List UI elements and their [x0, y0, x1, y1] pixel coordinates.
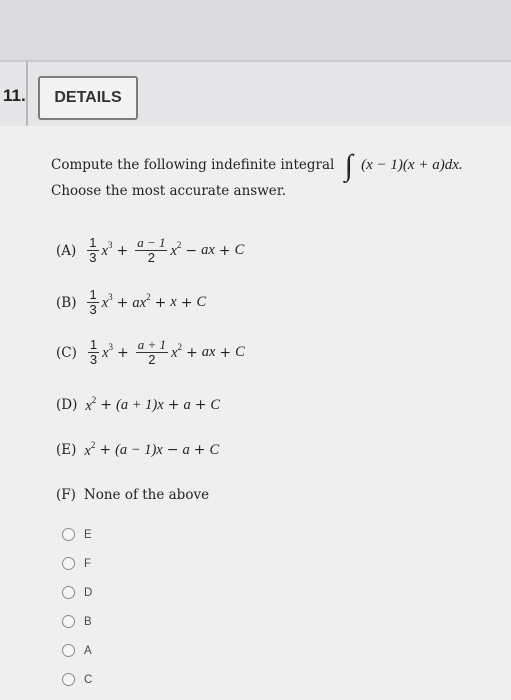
term: ax — [201, 242, 215, 258]
term: C — [196, 294, 207, 310]
term: a — [182, 441, 190, 458]
radio-button[interactable] — [62, 673, 75, 686]
term: $x^2$ — [84, 440, 96, 459]
top-band — [0, 0, 511, 62]
fraction: $\frac{a + 1}{2}$ — [137, 337, 167, 367]
option-b — [56, 288, 206, 317]
answer-label: C — [84, 673, 93, 686]
term: a — [183, 396, 191, 413]
option-c — [56, 338, 245, 367]
term: C — [209, 441, 220, 458]
operator: − — [166, 442, 179, 459]
radio-button[interactable] — [62, 586, 75, 599]
answer-choice-a[interactable] — [62, 644, 92, 657]
answer-label: B — [84, 615, 92, 628]
option-e — [56, 441, 219, 460]
question-number: 11. — [3, 86, 26, 105]
term: $x^3$ — [101, 240, 113, 259]
option-a — [56, 236, 244, 265]
term: $x^2$ — [171, 342, 182, 361]
operator: + — [193, 442, 206, 459]
option-label: (F) — [56, 487, 76, 503]
term: C — [210, 396, 221, 413]
option-d — [56, 396, 220, 415]
term: (a + 1)x — [116, 396, 164, 413]
answer-label: E — [84, 528, 92, 541]
radio-button[interactable] — [62, 557, 75, 570]
fraction: $\frac{1}{3}$ — [89, 287, 97, 317]
term: $x^2$ — [85, 395, 97, 414]
term: ax — [201, 344, 216, 360]
radio-button[interactable] — [62, 644, 75, 657]
operator: + — [100, 397, 113, 414]
term: x — [170, 294, 177, 310]
answer-choice-c[interactable] — [62, 673, 92, 686]
header-divider — [26, 62, 28, 126]
answer-choice-e[interactable] — [62, 528, 92, 541]
radio-button[interactable] — [62, 615, 75, 628]
operator: + — [186, 344, 198, 361]
answer-label: A — [84, 644, 92, 657]
option-f — [56, 487, 209, 503]
operator: + — [154, 294, 167, 311]
operator: + — [116, 294, 129, 311]
operator: + — [117, 344, 129, 361]
answer-label: D — [84, 586, 93, 599]
operator: + — [194, 397, 207, 414]
operator: + — [167, 397, 180, 414]
term: $x^3$ — [101, 292, 113, 311]
term: (a − 1)x — [115, 441, 163, 458]
option-text: None of the above — [83, 487, 210, 503]
term: $x^3$ — [102, 342, 114, 361]
operator: + — [218, 242, 231, 259]
prompt-text: Compute the following indefinite integral — [51, 157, 335, 173]
integral-sign: ∫ — [344, 149, 353, 182]
answer-choice-f[interactable] — [62, 557, 91, 570]
operator: + — [99, 442, 112, 459]
answer-label: F — [84, 557, 92, 570]
option-label: (B) — [56, 294, 77, 311]
term: $x^2$ — [170, 240, 182, 259]
fraction: $\frac{a - 1}{2}$ — [137, 235, 166, 265]
option-label: (C) — [56, 344, 77, 361]
operator: + — [116, 242, 129, 259]
answer-choice-d[interactable] — [62, 586, 92, 599]
option-label: (E) — [56, 442, 77, 459]
option-label: (D) — [56, 397, 78, 414]
term: C — [235, 344, 245, 360]
question-prompt — [51, 143, 463, 182]
term: $ax^2$ — [132, 292, 151, 311]
question-instruction: Choose the most accurate answer. — [51, 183, 287, 199]
answer-choice-b[interactable] — [62, 615, 92, 628]
operator: + — [219, 344, 232, 361]
fraction: $\frac{1}{3}$ — [89, 337, 98, 367]
option-label: (A) — [56, 242, 77, 259]
operator: − — [185, 242, 198, 259]
integrand: (x − 1)(x + a)dx. — [361, 157, 463, 173]
operator: + — [180, 294, 193, 311]
details-button[interactable]: DETAILS — [38, 76, 138, 120]
radio-button[interactable] — [62, 528, 75, 541]
fraction: $\frac{1}{3}$ — [89, 235, 97, 265]
term: C — [234, 242, 245, 258]
